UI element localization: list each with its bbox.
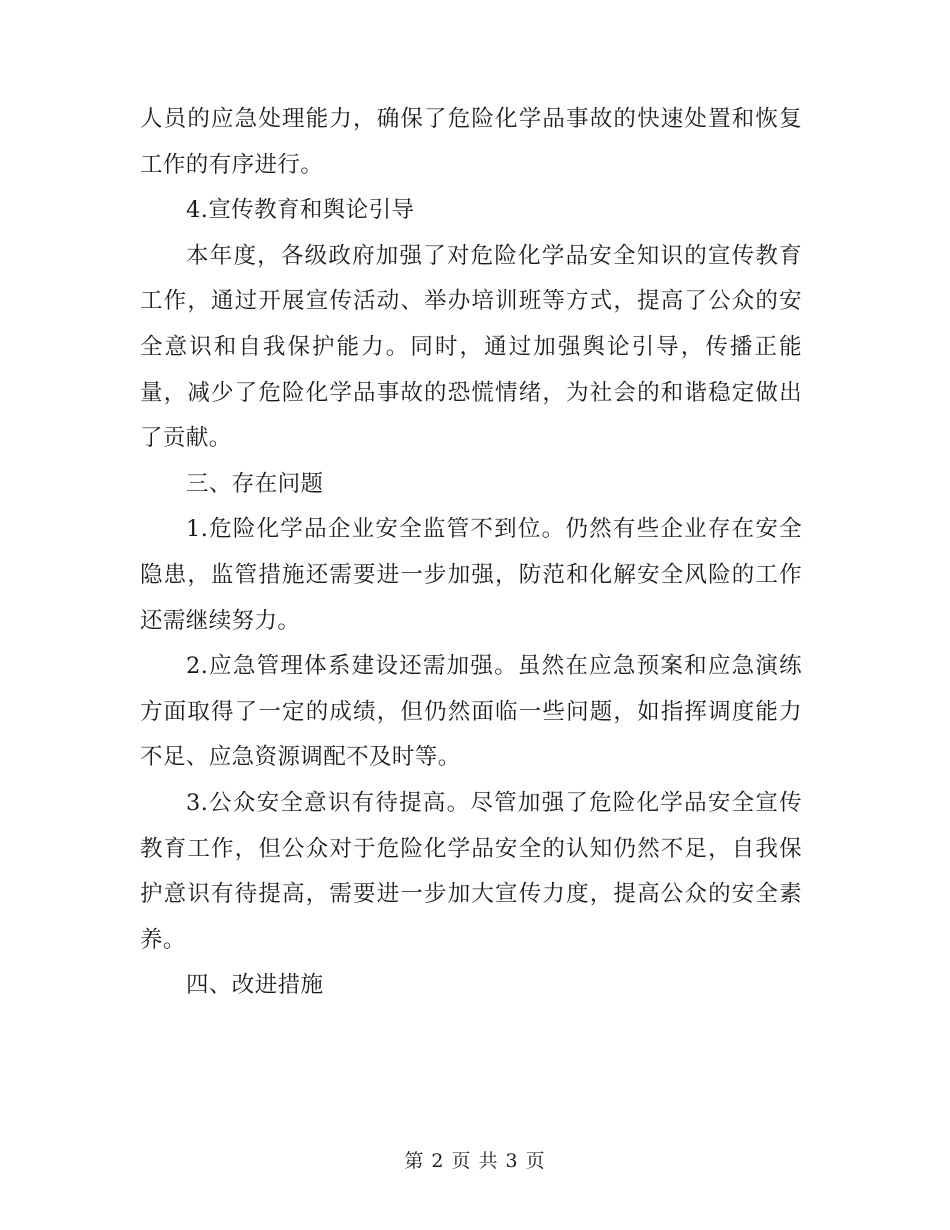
paragraph-problem-3: 3.公众安全意识有待提高。尽管加强了危险化学品安全宣传教育工作，但公众对于危险化学品安全的认知仍然不足，自我保护意识有待提高，需要进一步加大宣传力度，提高公众的安全素养。 (140, 789, 802, 953)
document-body (140, 97, 802, 1009)
paragraph-problem-2: 2.应急管理体系建设还需加强。虽然在应急预案和应急演练方面取得了一定的成绩，但仍然面临一些问题，如指挥调度能力不足、应急资源调配不及时等。 (140, 653, 802, 771)
subheading-publicity-education: 4.宣传教育和舆论引导 (186, 197, 415, 224)
page-footer (0, 1146, 950, 1173)
paragraph-problem-1: 1.危险化学品企业安全监管不到位。仍然有些企业存在安全隐患，监管措施还需要进一步加强，防范和化解安全风险的工作还需继续努力。 (140, 516, 802, 634)
paragraph-continuation: 人员的应急处理能力，确保了危险化学品事故的快速处置和恢复工作的有序进行。 (140, 106, 802, 178)
page-number-label: 第 2 页 共 3 页 (404, 1150, 546, 1172)
section-heading-problems: 三、存在问题 (186, 470, 324, 497)
section-heading-improvements: 四、改进措施 (186, 972, 324, 999)
paragraph-publicity: 本年度，各级政府加强了对危险化学品安全知识的宣传教育工作，通过开展宣传活动、举办培训班等方式，提高了公众的安全意识和自我保护能力。同时，通过加强舆论引导，传播正能量，减少了危险化学品事故的恐慌情绪，为社会的和谐稳定做出了贡献。 (140, 242, 802, 452)
